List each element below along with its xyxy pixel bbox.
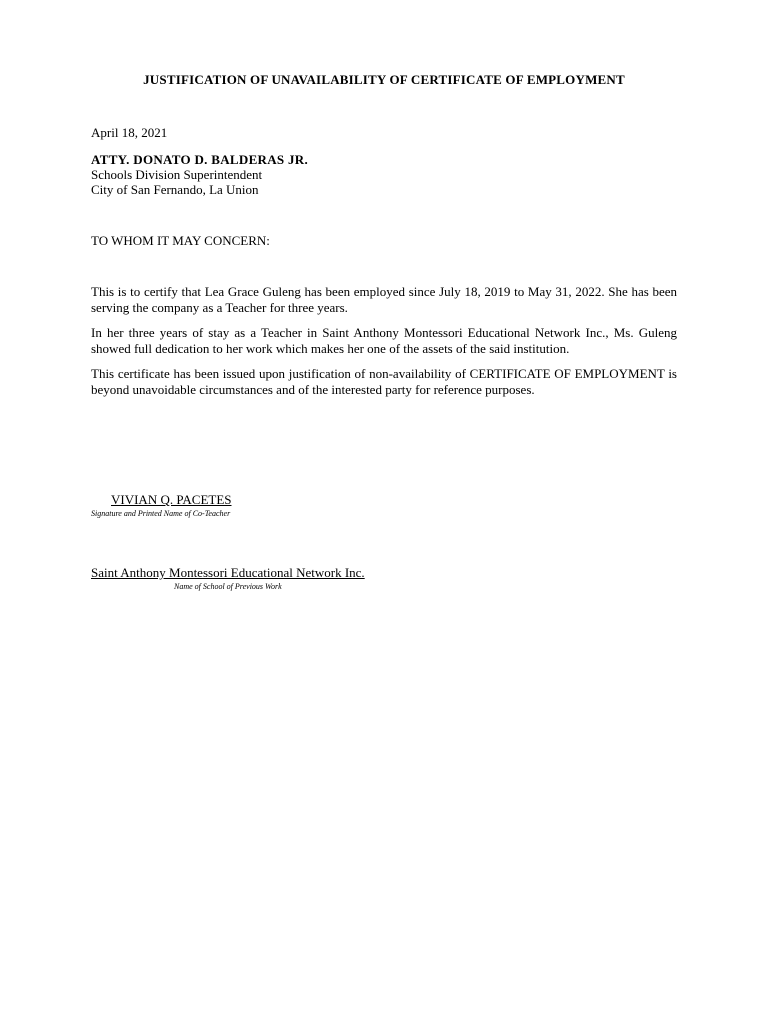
recipient-block <box>91 152 308 197</box>
school-caption: Name of School of Previous Work <box>174 582 282 591</box>
document-title: JUSTIFICATION OF UNAVAILABILITY OF CERTIFICATE OF EMPLOYMENT <box>143 72 625 87</box>
body-paragraph: In her three years of stay as a Teacher in Saint Anthony Montessori Educational Network Inc., Ms. Guleng showed full dedication to her work which makes her one of the assets of the said institution. <box>91 325 677 356</box>
body-paragraph: This certificate has been issued upon justification of non-availability of CERTIFICATE OF EMPLOYMENT is beyond unavoidable circumstances and of the interested party for reference purposes. <box>91 366 677 397</box>
letter-date: April 18, 2021 <box>91 125 168 140</box>
school-block <box>91 565 411 591</box>
body-paragraph: This is to certify that Lea Grace Guleng has been employed since July 18, 2019 to May 31, 2022. She has been serving the company as a Teacher for three years. <box>91 284 677 315</box>
recipient-position: Schools Division Superintendent <box>91 167 263 182</box>
signer-name: VIVIAN Q. PACETES <box>111 492 232 507</box>
recipient-name: ATTY. DONATO D. BALDERAS JR. <box>91 152 309 167</box>
salutation: TO WHOM IT MAY CONCERN: <box>91 233 270 248</box>
recipient-address: City of San Fernando, La Union <box>91 182 259 197</box>
school-name: Saint Anthony Montessori Educational Network Inc. <box>91 565 365 580</box>
letter-body <box>91 284 677 407</box>
signer-block <box>91 492 232 518</box>
signer-caption: Signature and Printed Name of Co-Teacher <box>91 509 231 518</box>
